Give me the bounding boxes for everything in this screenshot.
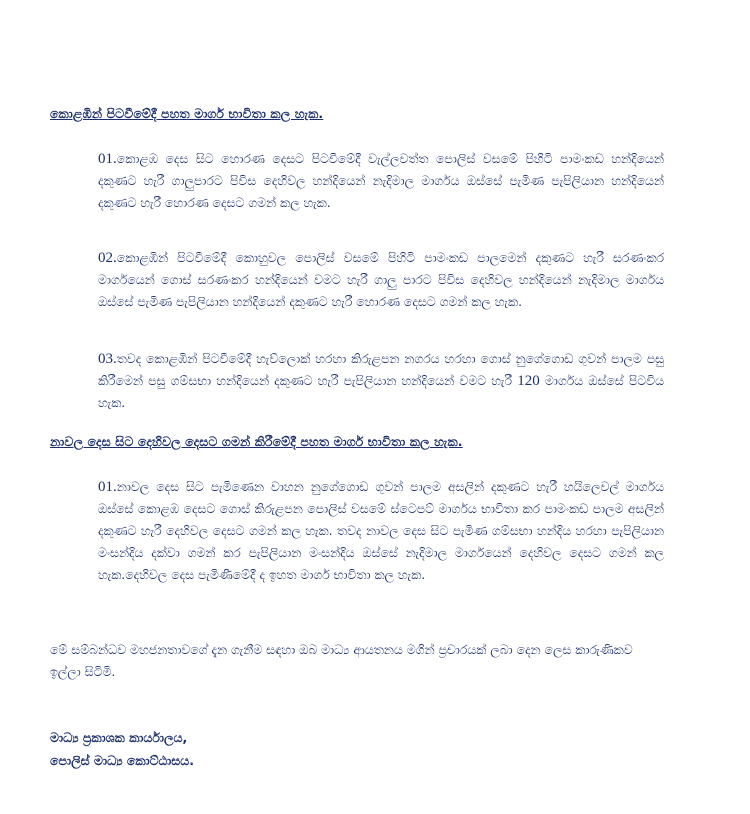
section-heading-navala-to-dehiwala: නාවල දෙස සිට දෙහිවල දෙසට ගමන් කිරීමේදී පහත මාර්ග භාවිතා කල හැක. [50, 434, 463, 449]
request-paragraph: මේ සම්බන්ධව මහජනතාවගේ දැන ගැනීම සඳහා ඔබ මාධ්‍ය ආයතනය මගින් ප්‍රචාරයක් ලබා දෙන ලෙස කාරුණිකව ඉල්ලා සිටිමි. [50, 642, 633, 679]
item-text: නාවල දෙස සිට පැමිණෙන වාහන නුගේගොඩ ගුවන් පාලම අසලින් දකුණට හැරී හයිලෙවල් මාර්ගය ඔස්සේ කොළඹ දෙසට ගොස් කිරුළපන පොලිස් වසමේ ස්ටෙපට් මාර්ගය භාවිතා කර පාමංකඩ පාලම අසලින් දකුණට හැරී දෙහිවල දෙසට ගමන් කල හැක. තවද නාවල දෙස සිට පැමිණ ගම්සභා හන්දිය හරහා පැපිලියාන මංසන්දිය දක්වා ගමන් කර පැපිලියාන මංසන්දිය ඔස්සේ නැදිමාල මාර්ගයෙන් දෙහිවල දෙසට ගමන් කල හැක.දෙහිවල දෙස පැමිණීමේදී ද ඉහත මාර්ග භාවිතා කල හැක. [98, 479, 664, 582]
item-number: 03. [98, 351, 117, 367]
route-item-1 [98, 148, 664, 214]
route-item-3 [98, 348, 664, 414]
item-text-before: තවද කොළඹින් පිටවීමේදී හැව්ලොක් හරහා කිරුළපන නගරය හරහා ගොස් නුගේගොඩ ගුවන් පාලම පසු කිරීමෙන් පසු ගම්සභා හන්දියෙන් දකුණට හැරී පැපිලියාන හන්දියෙන් වමට හැරී [98, 351, 664, 388]
signature-office: මාධ්‍ය ප්‍රකාශක කාර්යාලය, [50, 730, 188, 745]
item-text: කොළඹින් පිටවීමේදී කොහුවල පොලිස් වසමේ පිහිටි පාමංකඩ පාලමෙන් දකුණට හැරී සරණංකර මාර්ගයෙන් ගොස් සරණංකර හන්දියෙන් වමට හැරී ගාලු පාරට පිවිස දෙහිවල හන්දියෙන් නැදිමාල මාර්ගය ඔස්සේ පැමිණ පැපිලියාන හන්දියෙන් දකුණට හැරී හොරණ දෙසට ගමන් කල හැක. [98, 250, 664, 309]
signature-division: පොලිස් මාධ්‍ය කොට්ඨාසය. [50, 753, 194, 768]
item-number: 01. [98, 479, 117, 495]
item-text-after: මාර්ගය ඔස්සේ පිටවිය හැක. [98, 373, 664, 410]
section-heading-leaving-colombo: කොළඹින් පිටවීමේදී පහත මාර්ග භාවිතා කල හැක. [50, 106, 324, 121]
route-number: 120 [517, 373, 540, 389]
route-item-navala-1 [98, 476, 664, 586]
item-text: කොළඹ දෙස සිට හොරණ දෙසට පිටවීමේදී වැල්ලවත්ත පොලිස් වසමේ පිහිටි පාමංකඩ හන්දියෙන් දකුණට හැරී ගාලුපාරට පිවිස දෙහිවල හන්දියෙන් නැදිමාල මාර්ගය ඔස්සේ පැමිණ පැපිලියාන හන්දියෙන් දකුණට හැරී හොරණ දෙසට ගමන් කල හැක. [98, 151, 664, 210]
route-item-2 [98, 247, 664, 313]
item-number: 01. [98, 151, 117, 167]
item-number: 02. [98, 250, 117, 266]
